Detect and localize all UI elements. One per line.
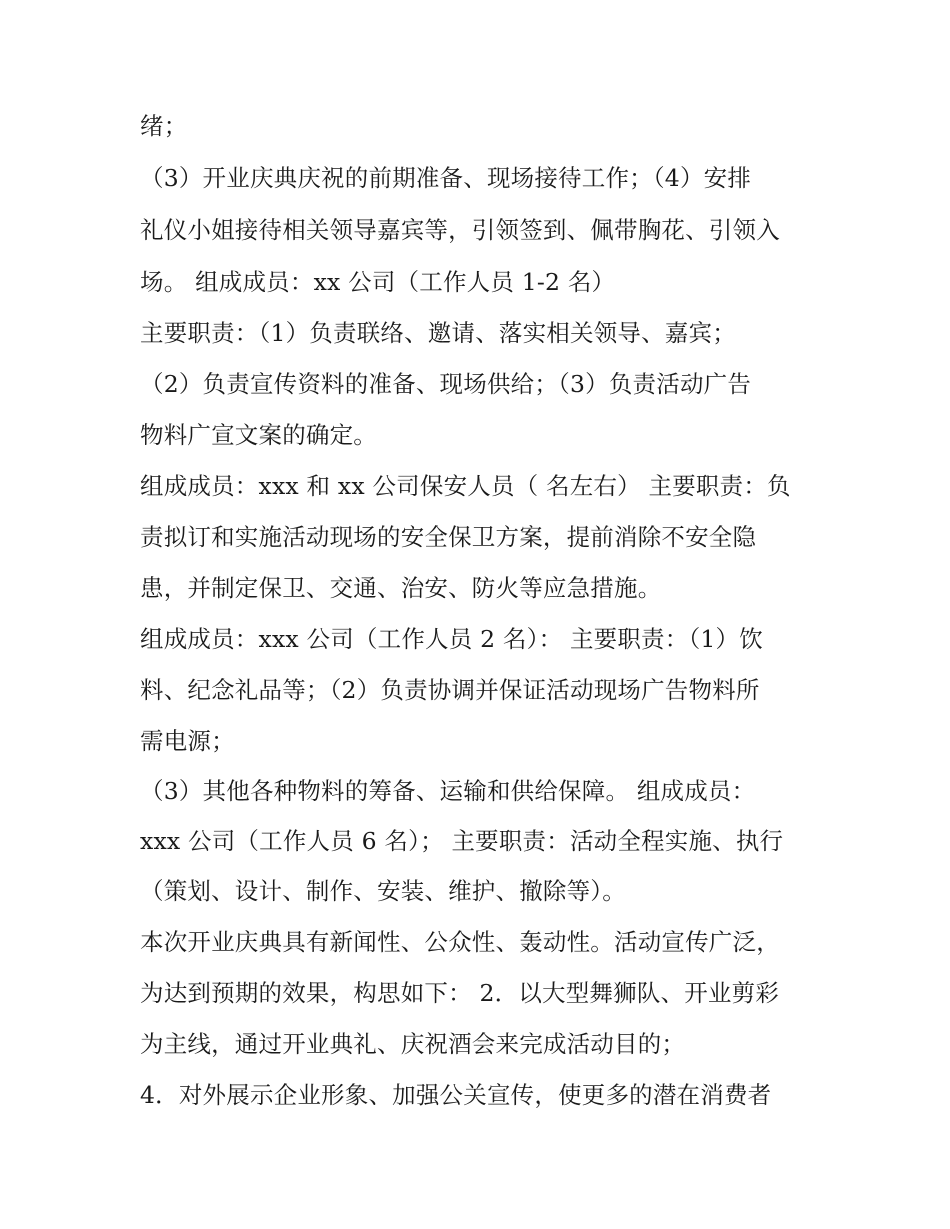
text-line: （策划、设计、制作、安装、维护、撤除等）。 <box>140 877 626 905</box>
text-line: （3）开业庆典庆祝的前期准备、现场接待工作；（4）安排 <box>140 164 752 192</box>
text-line: 礼仪小姐接待相关领导嘉宾等，引领签到、佩带胸花、引领入 <box>140 216 780 244</box>
text-line: 本次开业庆典具有新闻性、公众性、轰动性。活动宣传广泛， <box>140 928 780 956</box>
text-line: 4．对外展示企业形象、加强公关宣传，使更多的潜在消费者 <box>140 1081 772 1109</box>
text-line: 患，并制定保卫、交通、治安、防火等应急措施。 <box>140 574 662 602</box>
text-line: 组成成员：xxx 公司（工作人员 2 名）： 主要职责：（1）饮 <box>140 625 763 653</box>
text-line: 料、纪念礼品等；（2）负责协调并保证活动现场广告物料所 <box>140 676 760 704</box>
text-line: 责拟订和实施活动现场的安全保卫方案，提前消除不安全隐 <box>140 523 757 551</box>
text-line: （3）其他各种物料的筹备、运输和供给保障。 组成成员： <box>140 777 756 805</box>
text-line: 为达到预期的效果，构思如下： 2．以大型舞狮队、开业剪彩 <box>140 979 780 1007</box>
text-line: 组成成员：xxx 和 xx 公司保安人员（ 名左右） 主要职责：负 <box>140 472 791 500</box>
text-line: 物料广宣文案的确定。 <box>140 421 377 449</box>
text-line: 场。 组成成员：xx 公司（工作人员 1-2 名） <box>140 268 616 296</box>
text-line: 主要职责：（1）负责联络、邀请、落实相关领导、嘉宾； <box>140 319 736 347</box>
text-line: xxx 公司（工作人员 6 名）； 主要职责：活动全程实施、执行 <box>140 827 784 855</box>
text-line: 需电源； <box>140 727 235 755</box>
text-line: 为主线，通过开业典礼、庆祝酒会来完成活动目的； <box>140 1030 686 1058</box>
text-line: （2）负责宣传资料的准备、现场供给；（3）负责活动广告 <box>140 370 752 398</box>
text-line: 绪； <box>140 112 188 140</box>
